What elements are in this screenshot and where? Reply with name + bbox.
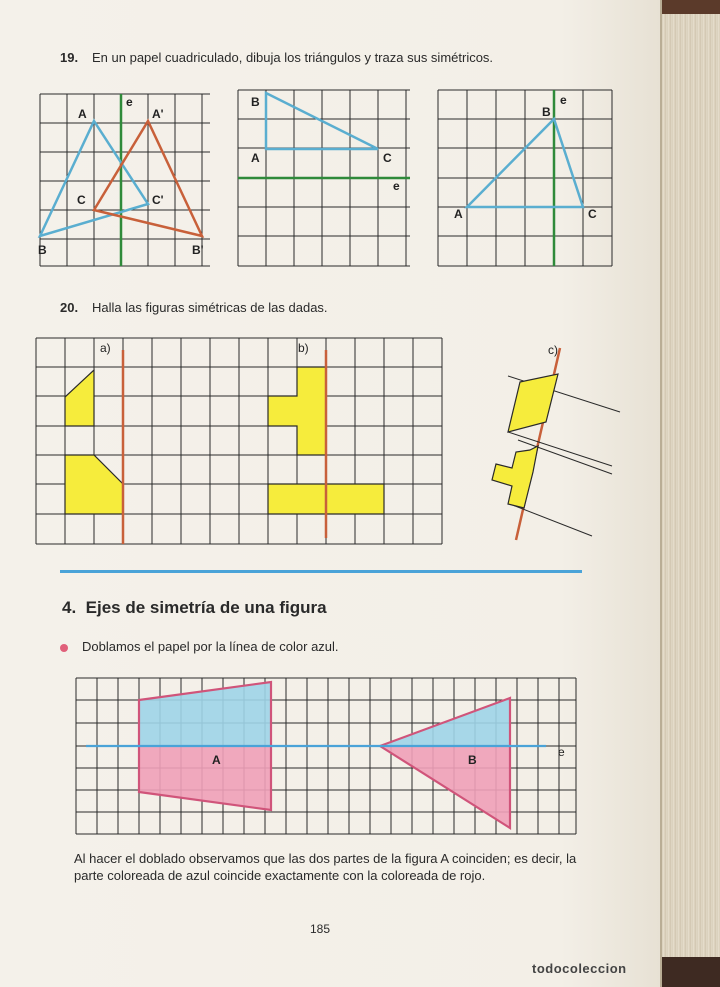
exercise-19-figure-3 [438, 90, 612, 266]
section-title [62, 598, 327, 618]
section-number: 4. [62, 598, 77, 617]
bullet-text: Doblamos el papel por la línea de color azul. [82, 639, 339, 654]
figure-label-e: e [558, 745, 565, 759]
fig2-label-e: e [393, 179, 400, 193]
exercise-19-number: 19. [60, 50, 79, 65]
exercise-19-text: En un papel cuadriculado, dibuja los triángulos y traza sus simétricos. [92, 50, 494, 65]
figure-label-a: A [212, 753, 221, 767]
bullet-dot [60, 644, 68, 652]
fig1-label-c-prime: C' [152, 193, 164, 207]
fig3-label-c: C [588, 207, 597, 221]
exercise-20-label-c: c) [548, 343, 558, 357]
fig1-label-c: C [77, 193, 86, 207]
exercise-20-label-b: b) [298, 341, 309, 355]
page-edge [660, 0, 720, 987]
fig1-label-a: A [78, 107, 87, 121]
exercise-19-figure-1 [40, 94, 210, 266]
exercise-20-number: 20. [60, 300, 79, 315]
section-divider [60, 570, 582, 573]
symmetry-figure [76, 678, 576, 834]
section-title-text: Ejes de simetría de una figura [85, 598, 327, 617]
fig1-label-e: e [126, 95, 133, 109]
exercise-19-figure-2 [238, 90, 410, 266]
page-number: 185 [310, 922, 331, 936]
figure-label-b: B [468, 753, 477, 767]
fig1-label-b-prime: B' [192, 243, 204, 257]
watermark: todocoleccion [532, 961, 627, 976]
fig3-label-a: A [454, 207, 463, 221]
explanation-paragraph: Al hacer el doblado observamos que las dos partes de la figura A coinciden; es decir, la parte coloreada de azul coincide exactamente con la coloreada de rojo. [74, 851, 577, 883]
exercise-20-text: Halla las figuras simétricas de las dadas. [92, 300, 328, 315]
fig2-label-b: B [251, 95, 260, 109]
fig3-label-e: e [560, 93, 567, 107]
exercise-20-label-a: a) [100, 341, 111, 355]
fig2-label-a: A [251, 151, 260, 165]
exercise-20-grid [36, 338, 442, 544]
exercise-20-figure-c [488, 340, 628, 550]
fig1-label-b: B [38, 243, 47, 257]
fig1-label-a-prime: A' [152, 107, 164, 121]
fig2-label-c: C [383, 151, 392, 165]
fig3-label-b: B [542, 105, 551, 119]
